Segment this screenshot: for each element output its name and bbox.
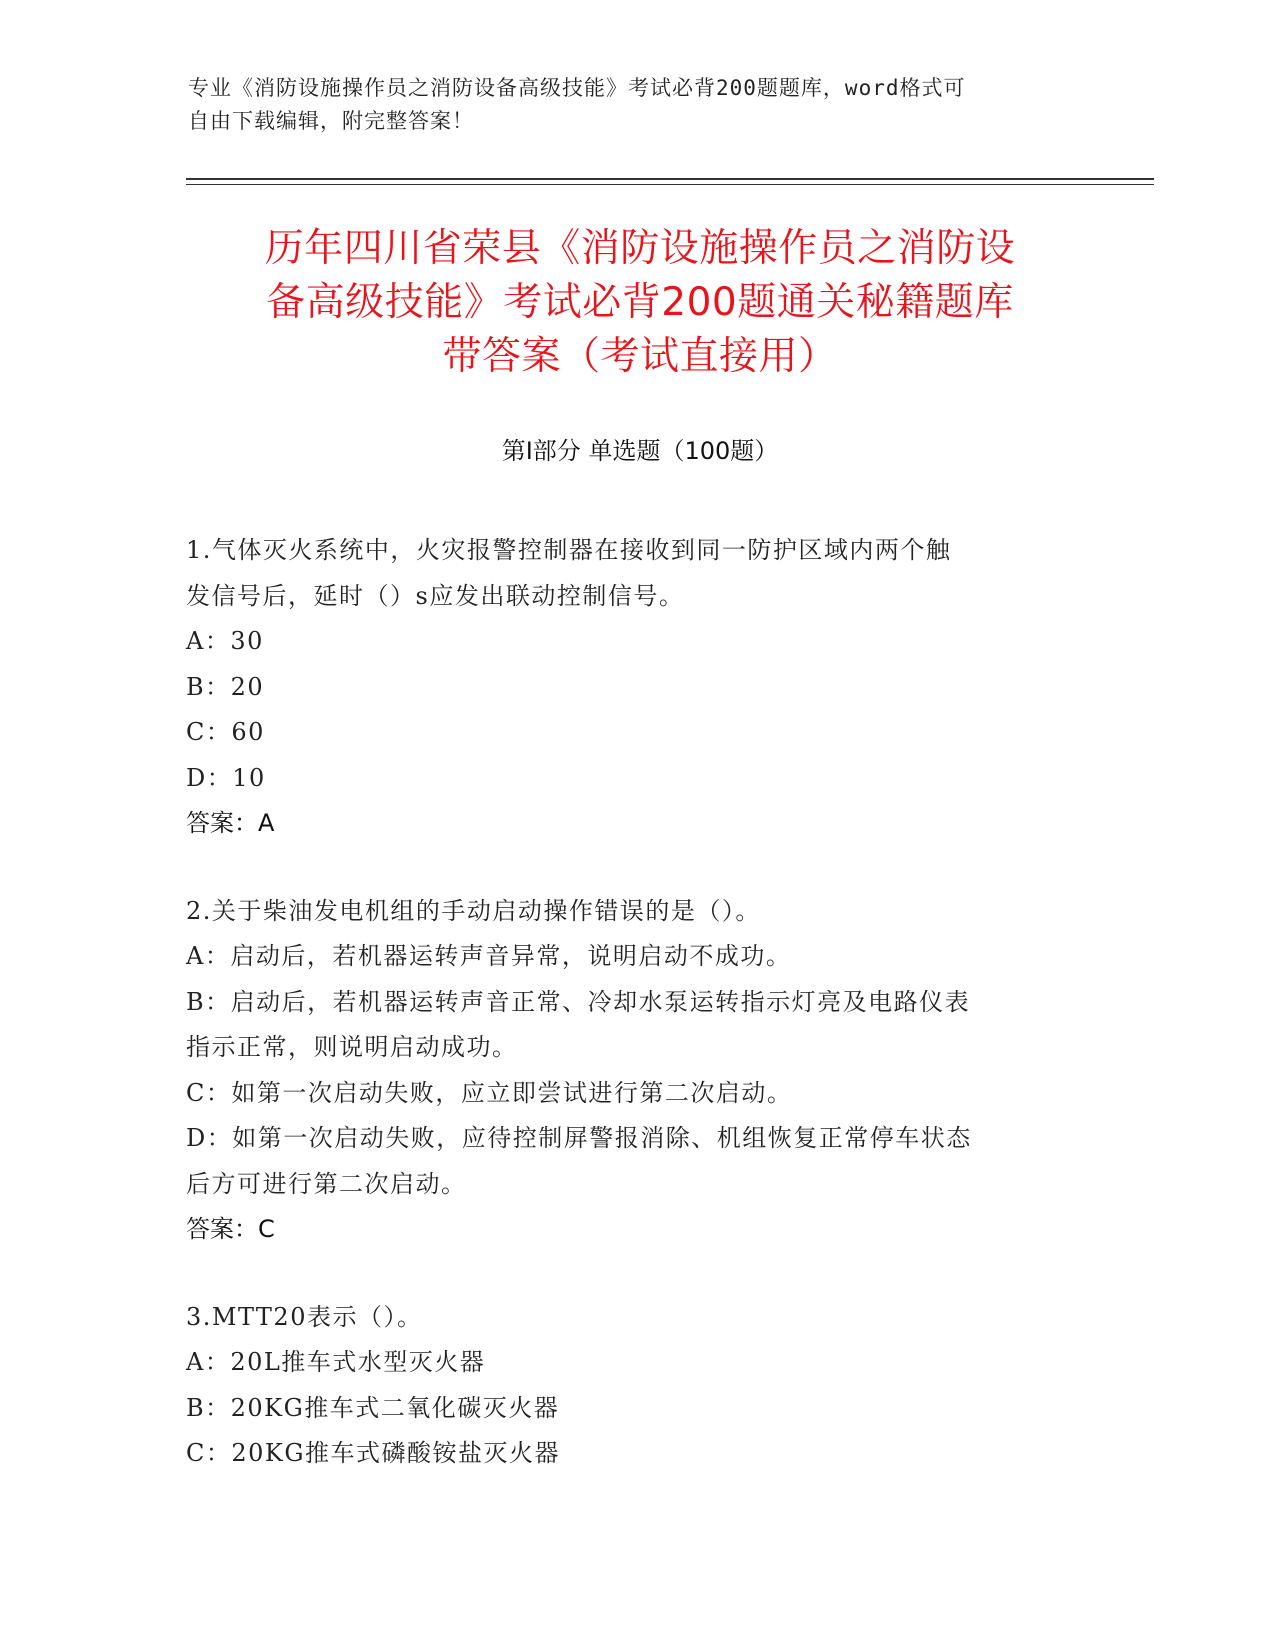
option-c: C：60 xyxy=(186,718,265,746)
question-stem: 发信号后，延时（）s应发出联动控制信号。 xyxy=(186,581,685,610)
option-b: B：20 xyxy=(186,672,265,701)
question-3 xyxy=(186,1295,1086,1477)
question-list xyxy=(186,528,1086,1519)
header-divider-thick xyxy=(186,178,1154,180)
intro-text xyxy=(188,72,1068,138)
option-a: A：20L推车式水型灭火器 xyxy=(186,1348,486,1376)
title-line-2: 备高级技能》考试必背200题通关秘籍题库 xyxy=(266,280,1014,325)
answer-label: 答案：A xyxy=(186,809,275,837)
option-b-continued: 指示正常，则说明启动成功。 xyxy=(186,1033,518,1061)
intro-line-2: 自由下载编辑，附完整答案！ xyxy=(188,109,474,133)
option-b: B：启动后，若机器运转声音正常、冷却水泵运转指示灯亮及电路仪表 xyxy=(186,987,971,1016)
header-divider-thin xyxy=(186,184,1154,185)
question-stem: 3.MTT20表示（）。 xyxy=(186,1302,423,1331)
title-line-3: 带答案（考试直接用） xyxy=(442,334,838,379)
option-a: A：30 xyxy=(186,627,264,655)
question-2 xyxy=(186,889,1086,1253)
section-heading: 第Ⅰ部分 单选题（100题） xyxy=(501,437,779,465)
question-stem: 2.关于柴油发电机组的手动启动操作错误的是（）。 xyxy=(186,896,761,925)
document-title xyxy=(190,222,1090,384)
option-d: D：10 xyxy=(186,763,266,792)
intro-line-1: 专业《消防设施操作员之消防设备高级技能》考试必背200题题库，word格式可 xyxy=(188,76,966,100)
title-line-1: 历年四川省荣县《消防设施操作员之消防设 xyxy=(264,226,1016,271)
option-a: A：启动后，若机器运转声音异常，说明启动不成功。 xyxy=(186,942,792,970)
question-1 xyxy=(186,528,1086,847)
option-d-continued: 后方可进行第二次启动。 xyxy=(186,1169,467,1198)
answer-label: 答案：C xyxy=(186,1215,275,1243)
option-d: D：如第一次启动失败，应待控制屏警报消除、机组恢复正常停车状态 xyxy=(186,1124,972,1152)
option-c: C：20KG推车式磷酸铵盐灭火器 xyxy=(186,1439,561,1467)
option-b: B：20KG推车式二氧化碳灭火器 xyxy=(186,1393,560,1422)
question-stem: 1.气体灭火系统中，火灾报警控制器在接收到同一防护区域内两个触 xyxy=(186,536,952,564)
option-c: C：如第一次启动失败，应立即尝试进行第二次启动。 xyxy=(186,1078,793,1107)
